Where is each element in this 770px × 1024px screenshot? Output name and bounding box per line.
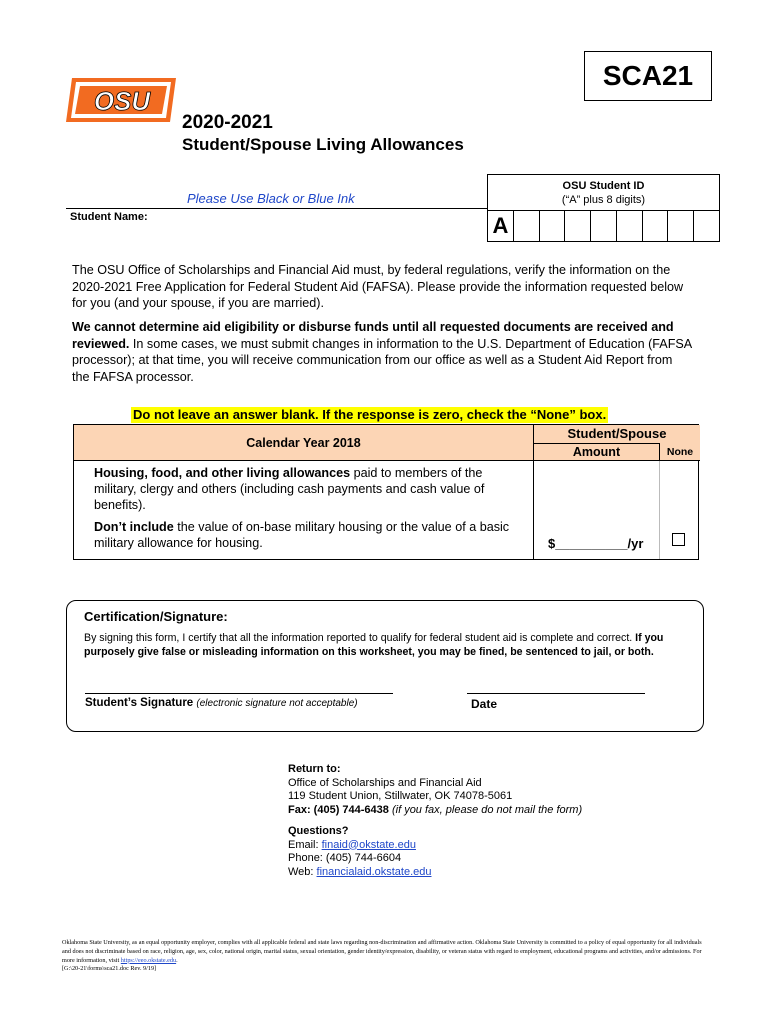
office-name: Office of Scholarships and Financial Aid <box>288 776 482 789</box>
form-code: SCA21 <box>584 51 712 101</box>
fax-number: Fax: (405) 744-6438 <box>288 803 389 816</box>
student-id-digit[interactable] <box>694 211 719 241</box>
allowance-description <box>74 461 534 559</box>
student-id-digit[interactable] <box>617 211 643 241</box>
none-checkbox[interactable] <box>672 533 685 546</box>
eeo-link[interactable]: https://eeo.okstate.edu <box>120 956 177 964</box>
student-id-prefix: A <box>488 211 514 241</box>
return-heading: Return to: <box>288 763 341 775</box>
certification-body: By signing this form, I certify that all the information reported to qualify for federal student aid is complete and correct. <box>84 632 636 644</box>
warning-banner: Do not leave an answer blank. If the response is zero, check the “None” box. <box>133 407 607 422</box>
phone-number: Phone: (405) 744-6604 <box>288 852 402 864</box>
signature-note: (electronic signature not acceptable) <box>196 698 358 709</box>
date-label: Date <box>471 697 498 711</box>
notice-rest: In some cases, we must submit changes in information to the U.S. Department of Education (FAFSA processor); at that time, you will receive communication from our office as well as a Student Aid Report from the FAFSA processor. <box>72 336 692 384</box>
student-id-digit[interactable] <box>591 211 617 241</box>
certification-title: Certification/Signature: <box>84 609 228 624</box>
student-id-digit[interactable] <box>668 211 694 241</box>
none-header: None <box>666 446 694 458</box>
exclude-rest: the value of on-base military housing or the value of a basic military allowance for housing. <box>94 520 510 550</box>
include-text <box>94 465 523 513</box>
questions-heading: Questions? <box>288 825 349 837</box>
student-id-digit[interactable] <box>540 211 566 241</box>
student-id-hint: (“A” plus 8 digits) <box>561 194 646 206</box>
amount-cell <box>534 461 660 559</box>
fax-note: (if you fax, please do not mail the form) <box>391 803 583 816</box>
notice-bold: We cannot determine aid eligibility or disburse funds until all requested documents are received and reviewed. <box>72 320 674 351</box>
footer-disclaimer: Oklahoma State University, as an equal opportunity employer, complies with all applicable federal and state laws regarding non-discrimination and affirmative action. Oklahoma State University is committed to a policy of equal opportunity for all individuals and does not discriminate based on race, religion, age, sex, color, national origin, marital status, sexual orientation, gender identity/expression, disability, or veteran status with regard to employment, educational programs and activities, and/or admissions. For more information, visit https://eeo.okstate.edu. [G:\20-21\forms\sca21.doc Rev. 9/19] <box>62 939 702 973</box>
student-id-digit[interactable] <box>643 211 669 241</box>
student-id-label: OSU Student ID <box>562 180 645 192</box>
form-title: Student/Spouse Living Allowances <box>182 135 464 154</box>
web-link[interactable]: financialaid.okstate.edu <box>316 865 432 878</box>
footer-text: Oklahoma State University, as an equal opportunity employer, complies with all applicable federal and state laws regarding non-discrimination and affirmative action. Oklahoma State University is committed to a policy of equal opportunity for all individuals and does not discriminate based on race, religion, age, sex, color, national origin, marital status, sexual orientation, gender identity/expression, disability, or veteran status with regard to employment, educational programs and activities, and/or admissions. For more information, visit <box>62 939 702 964</box>
student-spouse-header <box>534 425 700 461</box>
certification-warning: If you purposely give false or misleading information on this worksheet, you may be fined, be sentenced to jail, or both. <box>84 632 664 658</box>
date-field[interactable] <box>467 693 645 694</box>
allowance-table <box>73 424 699 560</box>
footer-path: [G:\20-21\forms\sca21.doc Rev. 9/19] <box>62 965 157 973</box>
student-id-box <box>487 174 720 242</box>
certification-box <box>66 600 704 732</box>
student-id-header <box>488 175 719 211</box>
include-bold: Housing, food, and other living allowances <box>94 466 351 480</box>
email-link[interactable]: finaid@okstate.edu <box>321 838 416 851</box>
intro-paragraph: The OSU Office of Scholarships and Financial Aid must, by federal regulations, verify the information on the 2020-2021 Free Application for Federal Student Aid (FAFSA). Please provide the information requested below for you (and your spouse, if you are married). <box>72 263 684 310</box>
office-address: 119 Student Union, Stillwater, OK 74078-5061 <box>288 790 513 802</box>
amount-field[interactable]: $__________/yr <box>548 536 644 551</box>
award-year: 2020-2021 <box>182 112 273 133</box>
exclude-bold: Don’t include <box>94 520 174 534</box>
email-label: Email: <box>288 838 322 851</box>
student-name-field[interactable] <box>66 208 487 209</box>
student-name-label: Student Name: <box>70 211 148 223</box>
calendar-year-header: Calendar Year 2018 <box>74 425 534 461</box>
student-spouse-label: Student/Spouse <box>567 426 667 441</box>
student-id-digit[interactable] <box>514 211 540 241</box>
signature-field[interactable] <box>85 693 393 694</box>
include-rest: paid to members of the military, clergy and others (including cash payments and cash value of benefits). <box>94 466 485 512</box>
logo-text: OSU <box>93 86 151 116</box>
ink-note: Please Use Black or Blue Ink <box>187 191 355 206</box>
web-label: Web: <box>288 865 317 878</box>
exclude-text <box>94 519 523 551</box>
osu-logo <box>66 72 180 128</box>
notice-paragraph <box>72 319 692 385</box>
amount-header: Amount <box>534 443 660 461</box>
return-info <box>288 763 582 879</box>
signature-label <box>85 697 358 709</box>
signature-label-text: Student’s Signature <box>85 697 194 709</box>
student-id-cells <box>488 211 719 241</box>
certification-text <box>84 631 686 659</box>
student-id-digit[interactable] <box>565 211 591 241</box>
